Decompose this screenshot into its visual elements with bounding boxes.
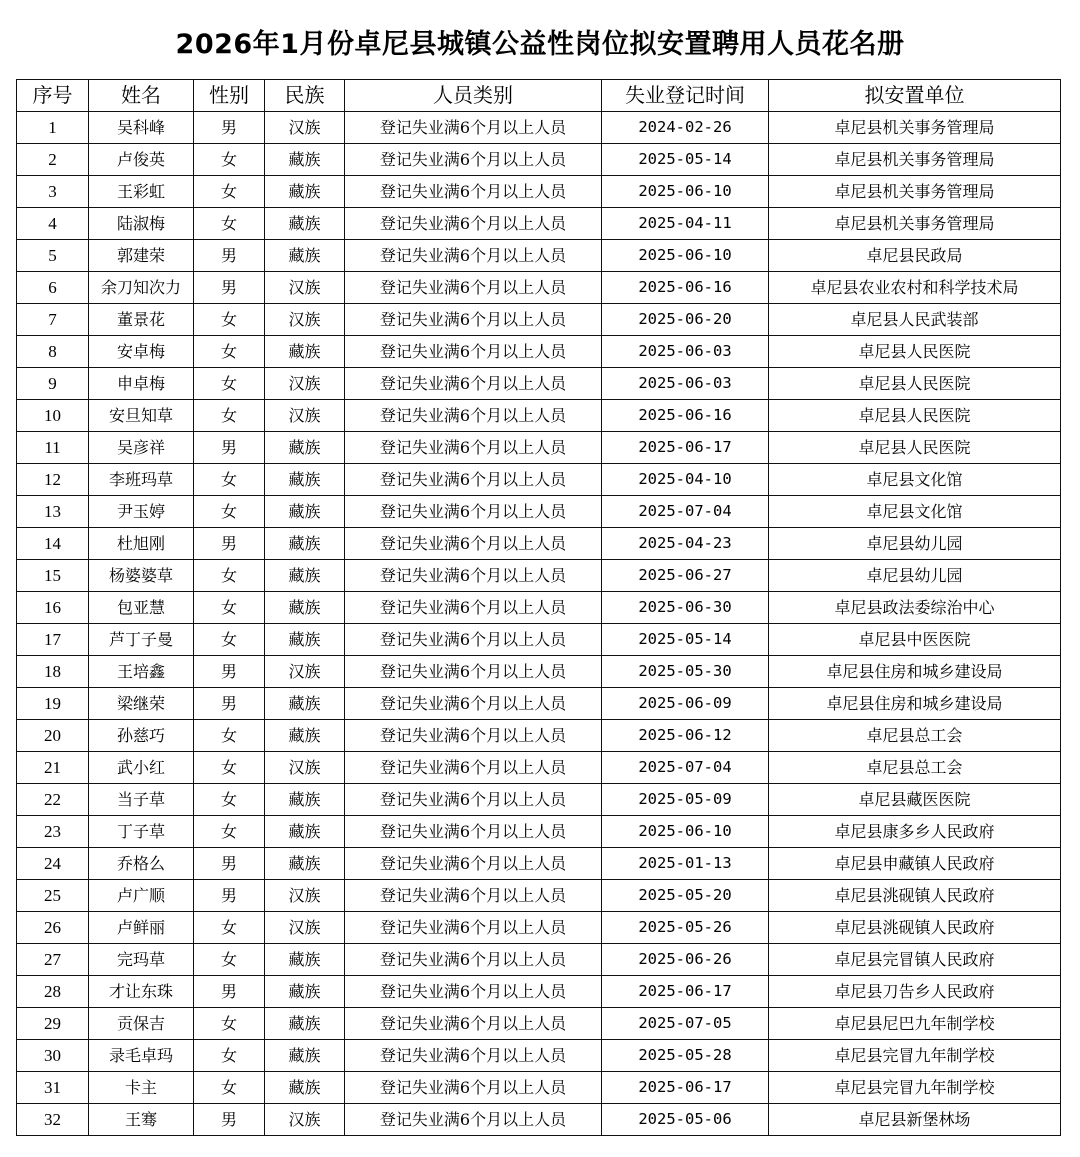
cell-name: 包亚慧 xyxy=(89,592,194,624)
cell-gender: 男 xyxy=(194,528,265,560)
cell-registration-date: 2025-05-14 xyxy=(602,624,769,656)
table-row xyxy=(17,656,1061,688)
cell-category: 登记失业满6个月以上人员 xyxy=(345,656,602,688)
cell-registration-date: 2025-06-17 xyxy=(602,976,769,1008)
cell-index: 3 xyxy=(17,176,89,208)
cell-placement-unit: 卓尼县幼儿园 xyxy=(769,560,1061,592)
cell-gender: 女 xyxy=(194,1008,265,1040)
cell-gender: 女 xyxy=(194,1072,265,1104)
cell-ethnicity: 汉族 xyxy=(265,272,345,304)
cell-registration-date: 2025-06-17 xyxy=(602,1072,769,1104)
cell-gender: 女 xyxy=(194,752,265,784)
cell-gender: 女 xyxy=(194,304,265,336)
cell-registration-date: 2025-06-12 xyxy=(602,720,769,752)
cell-index: 26 xyxy=(17,912,89,944)
cell-category: 登记失业满6个月以上人员 xyxy=(345,112,602,144)
cell-registration-date: 2024-02-26 xyxy=(602,112,769,144)
cell-gender: 女 xyxy=(194,496,265,528)
cell-category: 登记失业满6个月以上人员 xyxy=(345,400,602,432)
table-row xyxy=(17,240,1061,272)
cell-index: 30 xyxy=(17,1040,89,1072)
cell-category: 登记失业满6个月以上人员 xyxy=(345,464,602,496)
cell-ethnicity: 汉族 xyxy=(265,112,345,144)
table-row xyxy=(17,304,1061,336)
cell-ethnicity: 藏族 xyxy=(265,464,345,496)
cell-ethnicity: 汉族 xyxy=(265,656,345,688)
cell-gender: 男 xyxy=(194,112,265,144)
cell-registration-date: 2025-06-16 xyxy=(602,400,769,432)
cell-placement-unit: 卓尼县文化馆 xyxy=(769,464,1061,496)
cell-placement-unit: 卓尼县完冒九年制学校 xyxy=(769,1040,1061,1072)
cell-ethnicity: 汉族 xyxy=(265,912,345,944)
cell-registration-date: 2025-05-26 xyxy=(602,912,769,944)
cell-name: 吴彦祥 xyxy=(89,432,194,464)
table-row xyxy=(17,720,1061,752)
cell-gender: 男 xyxy=(194,656,265,688)
table-row xyxy=(17,688,1061,720)
cell-index: 27 xyxy=(17,944,89,976)
cell-name: 卢俊英 xyxy=(89,144,194,176)
cell-name: 乔格么 xyxy=(89,848,194,880)
table-row xyxy=(17,1072,1061,1104)
cell-gender: 女 xyxy=(194,144,265,176)
cell-name: 录毛卓玛 xyxy=(89,1040,194,1072)
cell-name: 梁继荣 xyxy=(89,688,194,720)
cell-placement-unit: 卓尼县尼巴九年制学校 xyxy=(769,1008,1061,1040)
cell-registration-date: 2025-04-23 xyxy=(602,528,769,560)
cell-gender: 男 xyxy=(194,848,265,880)
cell-gender: 男 xyxy=(194,688,265,720)
cell-index: 5 xyxy=(17,240,89,272)
cell-placement-unit: 卓尼县文化馆 xyxy=(769,496,1061,528)
cell-index: 32 xyxy=(17,1104,89,1136)
cell-category: 登记失业满6个月以上人员 xyxy=(345,1072,602,1104)
table-row xyxy=(17,1040,1061,1072)
cell-index: 31 xyxy=(17,1072,89,1104)
cell-category: 登记失业满6个月以上人员 xyxy=(345,1040,602,1072)
cell-name: 卡主 xyxy=(89,1072,194,1104)
cell-placement-unit: 卓尼县政法委综治中心 xyxy=(769,592,1061,624)
cell-placement-unit: 卓尼县民政局 xyxy=(769,240,1061,272)
cell-index: 9 xyxy=(17,368,89,400)
cell-gender: 女 xyxy=(194,176,265,208)
table-row xyxy=(17,336,1061,368)
cell-ethnicity: 汉族 xyxy=(265,368,345,400)
table-row xyxy=(17,624,1061,656)
table-row xyxy=(17,144,1061,176)
table-row xyxy=(17,784,1061,816)
cell-registration-date: 2025-05-28 xyxy=(602,1040,769,1072)
cell-ethnicity: 藏族 xyxy=(265,688,345,720)
cell-name: 李班玛草 xyxy=(89,464,194,496)
cell-ethnicity: 藏族 xyxy=(265,496,345,528)
cell-name: 尹玉婷 xyxy=(89,496,194,528)
cell-gender: 女 xyxy=(194,944,265,976)
table-row xyxy=(17,368,1061,400)
cell-registration-date: 2025-04-10 xyxy=(602,464,769,496)
cell-ethnicity: 汉族 xyxy=(265,304,345,336)
cell-registration-date: 2025-05-06 xyxy=(602,1104,769,1136)
table-row xyxy=(17,592,1061,624)
roster-table xyxy=(16,79,1061,1136)
cell-category: 登记失业满6个月以上人员 xyxy=(345,880,602,912)
table-row xyxy=(17,1104,1061,1136)
cell-name: 王彩虹 xyxy=(89,176,194,208)
cell-placement-unit: 卓尼县洮砚镇人民政府 xyxy=(769,912,1061,944)
cell-index: 29 xyxy=(17,1008,89,1040)
header-row xyxy=(17,80,1061,112)
cell-registration-date: 2025-06-30 xyxy=(602,592,769,624)
cell-gender: 男 xyxy=(194,272,265,304)
cell-ethnicity: 藏族 xyxy=(265,1072,345,1104)
cell-ethnicity: 藏族 xyxy=(265,848,345,880)
cell-registration-date: 2025-07-04 xyxy=(602,752,769,784)
cell-category: 登记失业满6个月以上人员 xyxy=(345,432,602,464)
cell-name: 卢鲜丽 xyxy=(89,912,194,944)
cell-name: 王骞 xyxy=(89,1104,194,1136)
cell-registration-date: 2025-05-30 xyxy=(602,656,769,688)
cell-name: 王培鑫 xyxy=(89,656,194,688)
cell-placement-unit: 卓尼县机关事务管理局 xyxy=(769,176,1061,208)
cell-index: 4 xyxy=(17,208,89,240)
cell-placement-unit: 卓尼县人民武装部 xyxy=(769,304,1061,336)
table-row xyxy=(17,464,1061,496)
table-row xyxy=(17,496,1061,528)
cell-placement-unit: 卓尼县完冒镇人民政府 xyxy=(769,944,1061,976)
cell-name: 武小红 xyxy=(89,752,194,784)
cell-registration-date: 2025-06-10 xyxy=(602,816,769,848)
cell-name: 孙慈巧 xyxy=(89,720,194,752)
cell-name: 贡保吉 xyxy=(89,1008,194,1040)
cell-name: 申卓梅 xyxy=(89,368,194,400)
col-header-placement-unit: 拟安置单位 xyxy=(769,80,1061,112)
cell-index: 6 xyxy=(17,272,89,304)
cell-registration-date: 2025-01-13 xyxy=(602,848,769,880)
col-header-index: 序号 xyxy=(17,80,89,112)
cell-category: 登记失业满6个月以上人员 xyxy=(345,624,602,656)
cell-category: 登记失业满6个月以上人员 xyxy=(345,144,602,176)
cell-placement-unit: 卓尼县机关事务管理局 xyxy=(769,112,1061,144)
cell-ethnicity: 藏族 xyxy=(265,432,345,464)
cell-placement-unit: 卓尼县住房和城乡建设局 xyxy=(769,688,1061,720)
cell-registration-date: 2025-06-03 xyxy=(602,368,769,400)
table-row xyxy=(17,944,1061,976)
cell-ethnicity: 藏族 xyxy=(265,144,345,176)
cell-registration-date: 2025-06-26 xyxy=(602,944,769,976)
cell-category: 登记失业满6个月以上人员 xyxy=(345,496,602,528)
cell-registration-date: 2025-05-20 xyxy=(602,880,769,912)
table-row xyxy=(17,176,1061,208)
col-header-category: 人员类别 xyxy=(345,80,602,112)
cell-ethnicity: 藏族 xyxy=(265,816,345,848)
cell-category: 登记失业满6个月以上人员 xyxy=(345,560,602,592)
cell-name: 杨婆婆草 xyxy=(89,560,194,592)
cell-registration-date: 2025-06-17 xyxy=(602,432,769,464)
cell-gender: 男 xyxy=(194,240,265,272)
cell-ethnicity: 藏族 xyxy=(265,240,345,272)
cell-placement-unit: 卓尼县住房和城乡建设局 xyxy=(769,656,1061,688)
cell-index: 12 xyxy=(17,464,89,496)
cell-gender: 男 xyxy=(194,880,265,912)
cell-category: 登记失业满6个月以上人员 xyxy=(345,304,602,336)
cell-ethnicity: 藏族 xyxy=(265,176,345,208)
cell-category: 登记失业满6个月以上人员 xyxy=(345,368,602,400)
cell-ethnicity: 藏族 xyxy=(265,976,345,1008)
cell-name: 郭建荣 xyxy=(89,240,194,272)
cell-gender: 女 xyxy=(194,400,265,432)
cell-placement-unit: 卓尼县总工会 xyxy=(769,720,1061,752)
cell-category: 登记失业满6个月以上人员 xyxy=(345,848,602,880)
cell-category: 登记失业满6个月以上人员 xyxy=(345,272,602,304)
cell-name: 安旦知草 xyxy=(89,400,194,432)
cell-gender: 女 xyxy=(194,368,265,400)
table-row xyxy=(17,848,1061,880)
cell-registration-date: 2025-06-27 xyxy=(602,560,769,592)
cell-placement-unit: 卓尼县总工会 xyxy=(769,752,1061,784)
col-header-name: 姓名 xyxy=(89,80,194,112)
cell-name: 完玛草 xyxy=(89,944,194,976)
cell-ethnicity: 藏族 xyxy=(265,720,345,752)
col-header-gender: 性别 xyxy=(194,80,265,112)
cell-index: 18 xyxy=(17,656,89,688)
cell-category: 登记失业满6个月以上人员 xyxy=(345,976,602,1008)
cell-index: 10 xyxy=(17,400,89,432)
cell-index: 8 xyxy=(17,336,89,368)
cell-registration-date: 2025-07-04 xyxy=(602,496,769,528)
cell-placement-unit: 卓尼县人民医院 xyxy=(769,432,1061,464)
cell-ethnicity: 汉族 xyxy=(265,880,345,912)
cell-index: 25 xyxy=(17,880,89,912)
cell-name: 安卓梅 xyxy=(89,336,194,368)
cell-gender: 女 xyxy=(194,624,265,656)
cell-registration-date: 2025-05-09 xyxy=(602,784,769,816)
cell-gender: 男 xyxy=(194,1104,265,1136)
table-row xyxy=(17,432,1061,464)
cell-index: 22 xyxy=(17,784,89,816)
cell-category: 登记失业满6个月以上人员 xyxy=(345,720,602,752)
cell-gender: 女 xyxy=(194,560,265,592)
cell-registration-date: 2025-04-11 xyxy=(602,208,769,240)
cell-index: 13 xyxy=(17,496,89,528)
table-row xyxy=(17,816,1061,848)
table-row xyxy=(17,1008,1061,1040)
cell-name: 杜旭刚 xyxy=(89,528,194,560)
cell-category: 登记失业满6个月以上人员 xyxy=(345,912,602,944)
cell-placement-unit: 卓尼县康多乡人民政府 xyxy=(769,816,1061,848)
cell-placement-unit: 卓尼县刀告乡人民政府 xyxy=(769,976,1061,1008)
cell-registration-date: 2025-06-03 xyxy=(602,336,769,368)
col-header-registration-date: 失业登记时间 xyxy=(602,80,769,112)
cell-registration-date: 2025-06-10 xyxy=(602,240,769,272)
cell-registration-date: 2025-06-10 xyxy=(602,176,769,208)
cell-category: 登记失业满6个月以上人员 xyxy=(345,208,602,240)
cell-index: 16 xyxy=(17,592,89,624)
cell-index: 23 xyxy=(17,816,89,848)
cell-category: 登记失业满6个月以上人员 xyxy=(345,592,602,624)
cell-gender: 女 xyxy=(194,208,265,240)
cell-name: 董景花 xyxy=(89,304,194,336)
cell-registration-date: 2025-06-16 xyxy=(602,272,769,304)
cell-category: 登记失业满6个月以上人员 xyxy=(345,816,602,848)
table-row xyxy=(17,112,1061,144)
table-row xyxy=(17,976,1061,1008)
cell-gender: 女 xyxy=(194,816,265,848)
cell-placement-unit: 卓尼县机关事务管理局 xyxy=(769,144,1061,176)
cell-index: 21 xyxy=(17,752,89,784)
document-title: 2026年1月份卓尼县城镇公益性岗位拟安置聘用人员花名册 xyxy=(175,29,905,60)
cell-ethnicity: 藏族 xyxy=(265,528,345,560)
cell-registration-date: 2025-07-05 xyxy=(602,1008,769,1040)
cell-ethnicity: 汉族 xyxy=(265,400,345,432)
cell-ethnicity: 藏族 xyxy=(265,560,345,592)
cell-index: 1 xyxy=(17,112,89,144)
cell-name: 当子草 xyxy=(89,784,194,816)
cell-category: 登记失业满6个月以上人员 xyxy=(345,784,602,816)
cell-category: 登记失业满6个月以上人员 xyxy=(345,1104,602,1136)
cell-index: 17 xyxy=(17,624,89,656)
cell-placement-unit: 卓尼县农业农村和科学技术局 xyxy=(769,272,1061,304)
cell-placement-unit: 卓尼县藏医医院 xyxy=(769,784,1061,816)
cell-ethnicity: 藏族 xyxy=(265,1040,345,1072)
cell-gender: 女 xyxy=(194,464,265,496)
cell-placement-unit: 卓尼县中医医院 xyxy=(769,624,1061,656)
cell-category: 登记失业满6个月以上人员 xyxy=(345,1008,602,1040)
cell-category: 登记失业满6个月以上人员 xyxy=(345,944,602,976)
cell-category: 登记失业满6个月以上人员 xyxy=(345,528,602,560)
cell-index: 24 xyxy=(17,848,89,880)
cell-placement-unit: 卓尼县人民医院 xyxy=(769,400,1061,432)
cell-index: 14 xyxy=(17,528,89,560)
cell-category: 登记失业满6个月以上人员 xyxy=(345,240,602,272)
cell-ethnicity: 藏族 xyxy=(265,624,345,656)
cell-category: 登记失业满6个月以上人员 xyxy=(345,176,602,208)
cell-name: 才让东珠 xyxy=(89,976,194,1008)
cell-index: 11 xyxy=(17,432,89,464)
cell-gender: 女 xyxy=(194,336,265,368)
cell-placement-unit: 卓尼县人民医院 xyxy=(769,336,1061,368)
cell-index: 7 xyxy=(17,304,89,336)
cell-registration-date: 2025-05-14 xyxy=(602,144,769,176)
cell-name: 陆淑梅 xyxy=(89,208,194,240)
table-row xyxy=(17,272,1061,304)
cell-placement-unit: 卓尼县机关事务管理局 xyxy=(769,208,1061,240)
cell-placement-unit: 卓尼县申藏镇人民政府 xyxy=(769,848,1061,880)
cell-ethnicity: 藏族 xyxy=(265,944,345,976)
cell-gender: 男 xyxy=(194,432,265,464)
cell-ethnicity: 藏族 xyxy=(265,208,345,240)
col-header-ethnicity: 民族 xyxy=(265,80,345,112)
cell-placement-unit: 卓尼县人民医院 xyxy=(769,368,1061,400)
cell-index: 15 xyxy=(17,560,89,592)
cell-name: 吴科峰 xyxy=(89,112,194,144)
table-body xyxy=(17,112,1061,1136)
cell-category: 登记失业满6个月以上人员 xyxy=(345,336,602,368)
table-row xyxy=(17,880,1061,912)
cell-gender: 女 xyxy=(194,912,265,944)
cell-gender: 女 xyxy=(194,784,265,816)
cell-name: 卢广顺 xyxy=(89,880,194,912)
cell-registration-date: 2025-06-20 xyxy=(602,304,769,336)
cell-index: 20 xyxy=(17,720,89,752)
cell-ethnicity: 汉族 xyxy=(265,1104,345,1136)
cell-ethnicity: 汉族 xyxy=(265,752,345,784)
table-row xyxy=(17,528,1061,560)
table-header xyxy=(17,80,1061,112)
cell-index: 19 xyxy=(17,688,89,720)
table-row xyxy=(17,912,1061,944)
table-row xyxy=(17,560,1061,592)
cell-gender: 男 xyxy=(194,976,265,1008)
cell-placement-unit: 卓尼县新堡林场 xyxy=(769,1104,1061,1136)
table-row xyxy=(17,752,1061,784)
cell-index: 2 xyxy=(17,144,89,176)
cell-ethnicity: 藏族 xyxy=(265,336,345,368)
table-row xyxy=(17,400,1061,432)
cell-gender: 女 xyxy=(194,1040,265,1072)
cell-ethnicity: 藏族 xyxy=(265,1008,345,1040)
cell-gender: 女 xyxy=(194,720,265,752)
cell-registration-date: 2025-06-09 xyxy=(602,688,769,720)
cell-category: 登记失业满6个月以上人员 xyxy=(345,752,602,784)
cell-category: 登记失业满6个月以上人员 xyxy=(345,688,602,720)
cell-name: 芦丁子曼 xyxy=(89,624,194,656)
table-row xyxy=(17,208,1061,240)
cell-gender: 女 xyxy=(194,592,265,624)
cell-index: 28 xyxy=(17,976,89,1008)
cell-placement-unit: 卓尼县洮砚镇人民政府 xyxy=(769,880,1061,912)
cell-placement-unit: 卓尼县幼儿园 xyxy=(769,528,1061,560)
cell-name: 丁子草 xyxy=(89,816,194,848)
cell-name: 余刀知次力 xyxy=(89,272,194,304)
cell-ethnicity: 藏族 xyxy=(265,592,345,624)
cell-ethnicity: 藏族 xyxy=(265,784,345,816)
cell-placement-unit: 卓尼县完冒九年制学校 xyxy=(769,1072,1061,1104)
